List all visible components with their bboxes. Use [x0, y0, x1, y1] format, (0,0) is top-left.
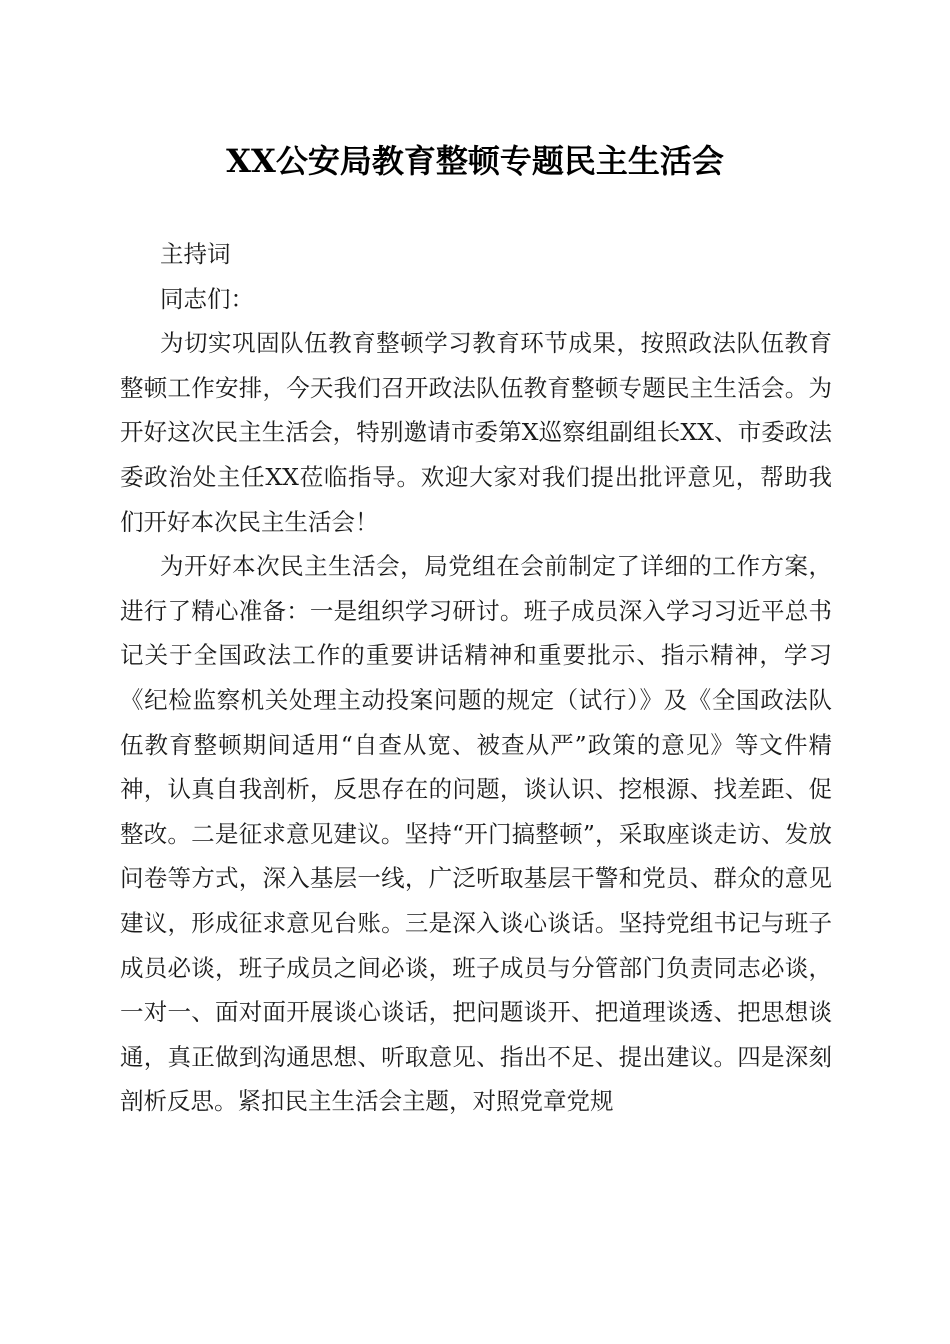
subtitle-line: 主持词 [160, 240, 231, 268]
paragraph-preparation: 为开好本次民主生活会，局党组在会前制定了详细的工作方案，进行了精心准备：一是组织学习研讨。班子成员深入学习习近平总书记关于全国政法工作的重要讲话精神和重要批示、指示精神，学习《纪检监察机关处理主动投案问题的规定（试行）》及《全国政法队伍教育整顿期间适用“自查从宽、被查从严”政策的意见》等文件精神，认真自我剖析，反思存在的问题，谈认识、挖根源、找差距、促整改。二是征求意见建议。坚持“开门搞整顿”，采取座谈走访、发放问卷等方式，深入基层一线，广泛听取基层干警和党员、群众的意见建议，形成征求意见台账。三是深入谈心谈话。坚持党组书记与班子成员必谈，班子成员之间必谈，班子成员与分管部门负责同志必谈，一对一、面对面开展谈心谈话，把问题谈开、把道理谈透、把思想谈通，真正做到沟通思想、听取意见、指出不足、提出建议。四是深刻剖析反思。紧扣民主生活会主题，对照党章党规 [120, 552, 832, 1116]
salutation-line: 同志们： [160, 284, 254, 313]
document-title: XX公安局教育整顿专题民主生活会 [226, 142, 724, 180]
document-body [120, 232, 832, 1124]
paragraph-opening: 为切实巩固队伍教育整顿学习教育环节成果，按照政法队伍教育整顿工作安排，今天我们召开政法队伍教育整顿专题民主生活会。为开好这次民主生活会，特别邀请市委第X巡察组副组长XX、市委政法委政治处主任XX莅临指导。欢迎大家对我们提出批评意见，帮助我们开好本次民主生活会！ [120, 329, 832, 536]
